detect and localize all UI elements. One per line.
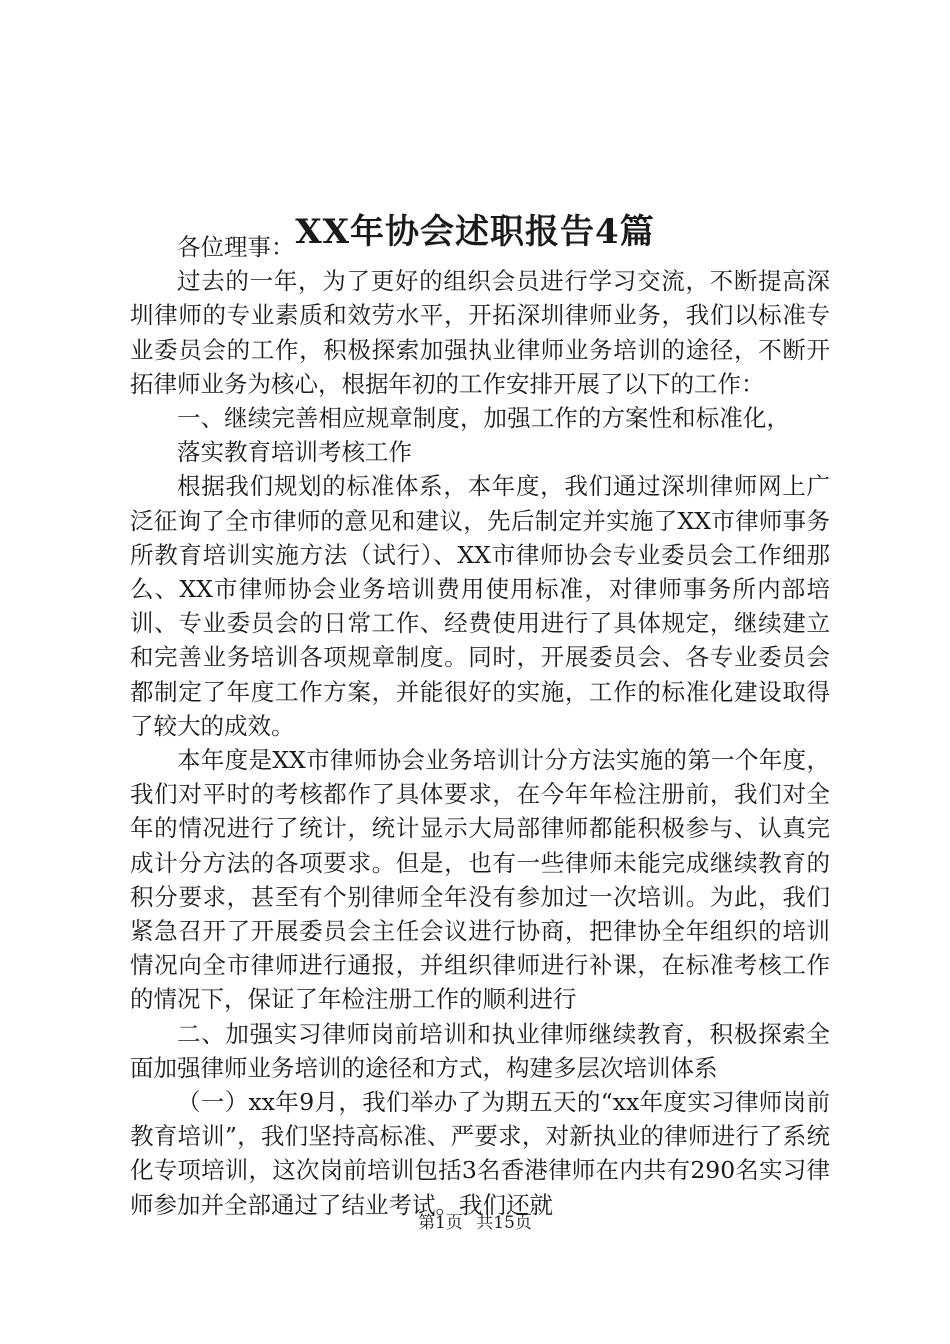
intro-paragraph: 过去的一年，为了更好的组织会员进行学习交流，不断提高深圳律师的专业素质和效劳水平，开拓深圳律师业务，我们以标准专业委员会的工作，积极探索加强执业律师业务培训的途径，不断开拓律师业务为核心，根据年初的工作安排开展了以下的工作： [130,267,830,398]
body-paragraph: （一）xx年9月，我们举办了为期五天的“xx年度实习律师岗前教育培训”，我们坚持高标准、严要求，对新执业的律师进行了系统化专项培训，这次岗前培训包括3名香港律师在内共有290名实习律师参加并全部通过了结业考试。我们还就 [130,1088,830,1219]
document-body [130,230,830,1222]
page-footer [0,1211,950,1235]
body-paragraph: 本年度是XX市律师协会业务培训计分方法实施的第一个年度，我们对平时的考核都作了具体要求，在今年年检注册前，我们对全年的情况进行了统计，统计显示大局部律师都能积极参与、认真完成计分方法的各项要求。但是，也有一些律师未能完成继续教育的积分要求，甚至有个别律师全年没有参加过一次培训。为此，我们紧急召开了开展委员会主任会议进行协商，把律协全年组织的培训情况向全市律师进行通报，并组织律师进行补课，在标准考核工作的情况下，保证了年检注册工作的顺利进行 [130,746,830,1014]
section-heading-2: 二、加强实习律师岗前培训和执业律师继续教育，积极探索全面加强律师业务培训的途径和方式，构建多层次培训体系 [130,1019,830,1082]
page-number: 第1页 [418,1213,463,1233]
document-title: XX年协会述职报告4篇 [295,211,655,252]
salutation: 各位理事： [177,233,295,261]
section-heading-1: 一、继续完善相应规章制度，加强工作的方案性和标准化，落实教育培训考核工作 [177,404,790,467]
body-paragraph: 根据我们规划的标准体系，本年度，我们通过深圳律师网上广泛征询了全市律师的意见和建议，先后制定并实施了XX市律师事务所教育培训实施方法（试行）、XX市律师协会专业委员会工作细那么、XX市律师协会业务培训费用使用标准，对律师事务所内部培训、专业委员会的日常工作、经费使用进行了具体规定，继续建立和完善业务培训各项规章制度。同时，开展委员会、各专业委员会都制定了年度工作方案，并能很好的实施，工作的标准化建设取得了较大的成效。 [130,472,830,740]
page-total: 共15页 [476,1213,532,1233]
